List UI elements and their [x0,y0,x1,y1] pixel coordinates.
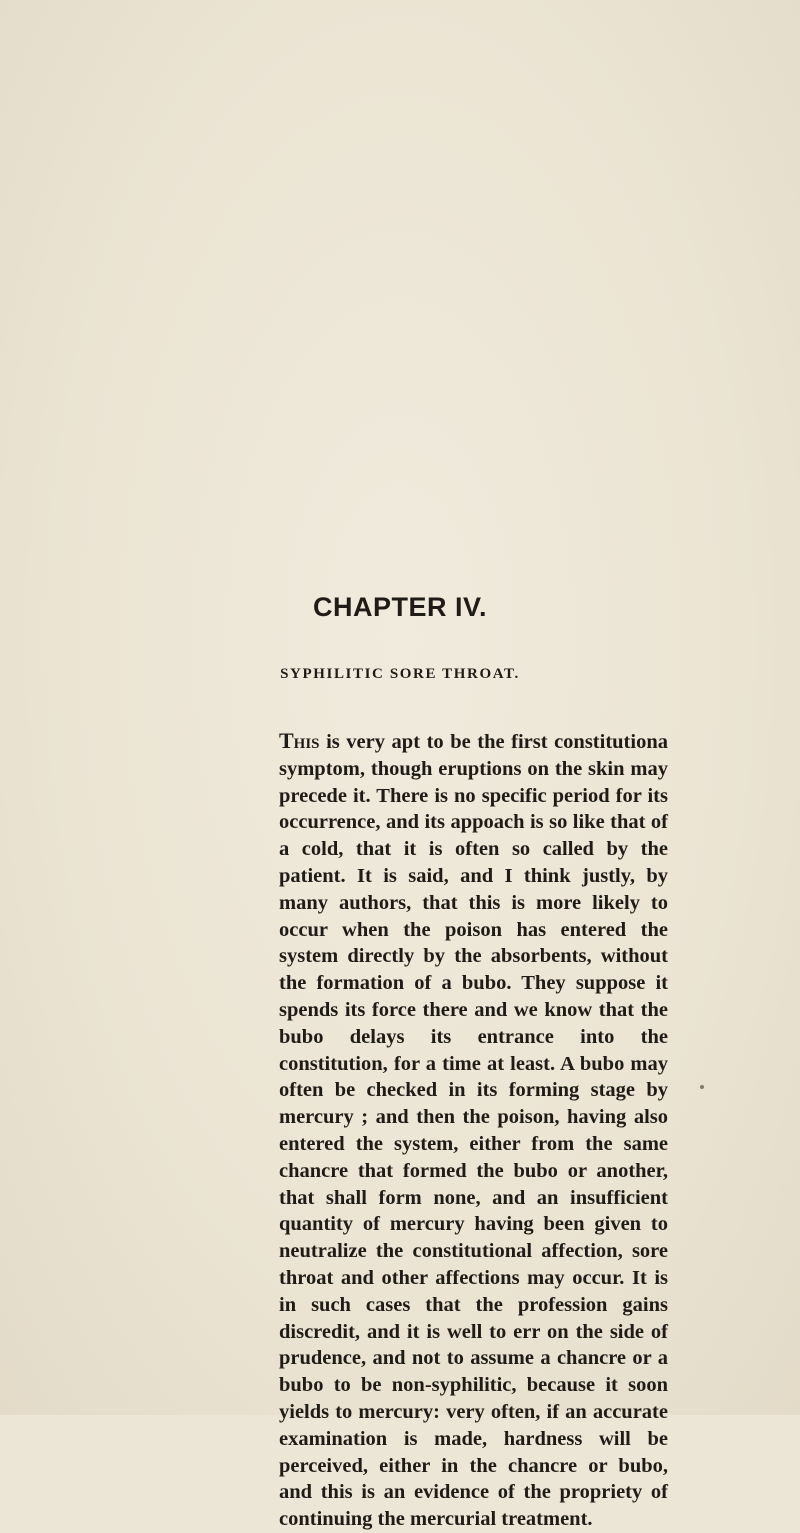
chapter-title: CHAPTER IV. [312,592,488,622]
section-title: SYPHILITIC SORE THROAT. [280,666,520,682]
lead-word: This [279,728,320,753]
body-paragraph [279,728,668,1533]
ink-smudge [700,1085,704,1089]
paragraph-text: is very apt to be the first constitutiona symptom, though eruptions on the skin may precede it. There is no specific period for its occurrence, and its appoach is so like that of a cold, that it is often so called by the patient. It is said, and I think justly, by many authors, that this is more likely to occur when the poison has entered the system directly by the absorbents, without the formation of a bubo. They suppose it spends its force there and we know that the bubo delays its entrance into the constitution, for a time at least. A bubo may often be checked in its forming stage by mercury ; and then the poison, having also entered the system, either from the same chancre that formed the bubo or another, that shall form none, and an insufficient quantity of mercury having been given to neutralize the constitutional affection, sore throat and other affections may occur. It is in such cases that the profession gains discredit, and it is well to err on the side of prudence, and not to assume a chancre or a bubo to be non-syphilitic, because it soon yields to mercury: very often, if an accurate examination is made, hardness will be perceived, either in the chancre or bubo, and this is an evidence of the propriety of continuing the mercurial treatment. [279,731,668,1531]
